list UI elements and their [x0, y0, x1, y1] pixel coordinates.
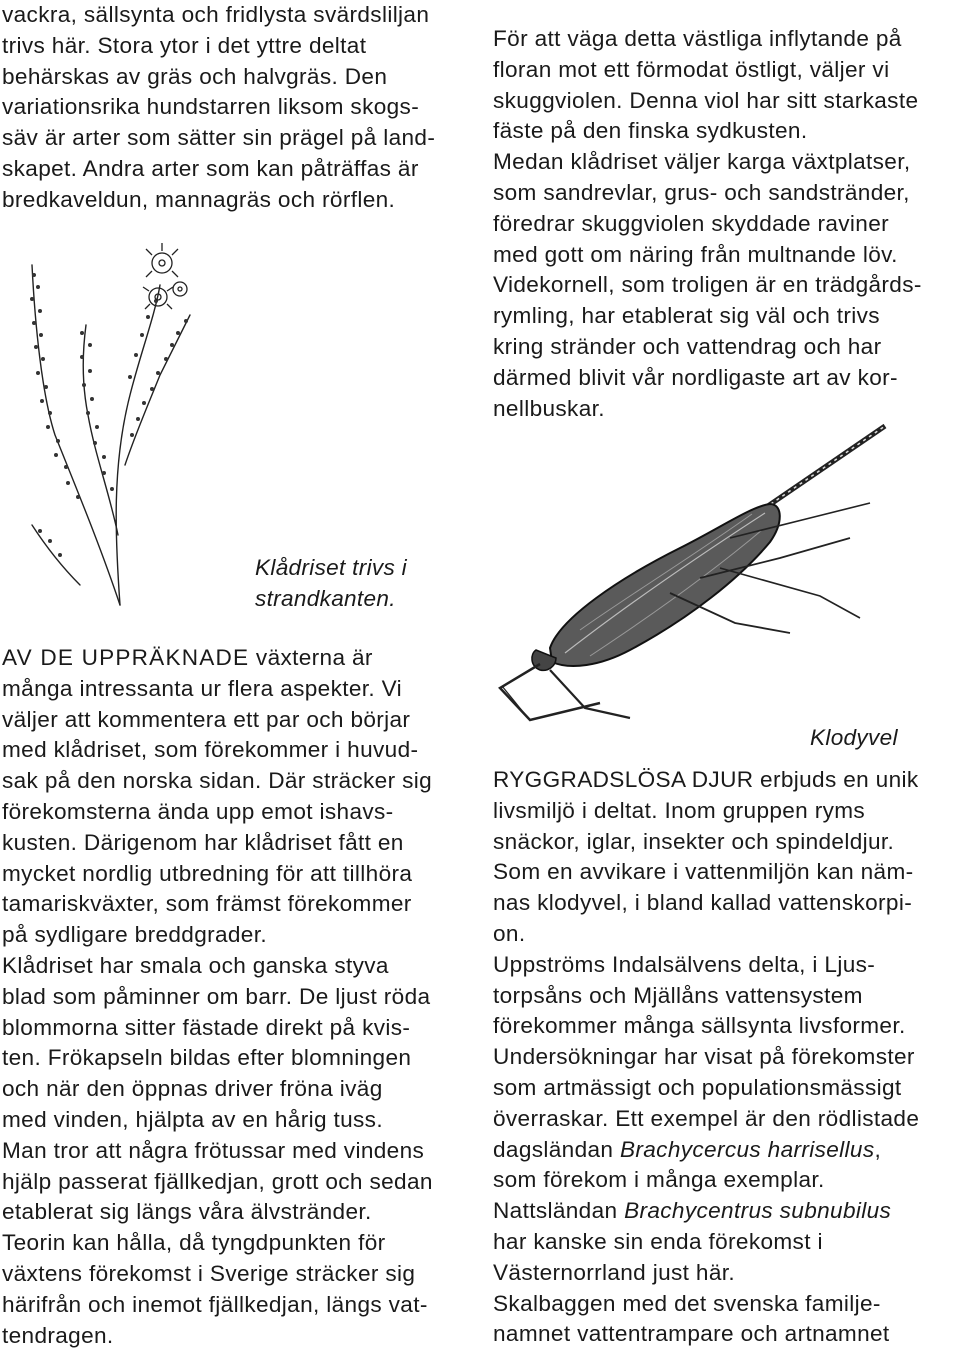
- lead-caps: AV DE UPPRÄKNADE: [2, 645, 250, 670]
- text-line: med vinden, hjälpta av en hårig tuss.: [2, 1106, 383, 1132]
- bug-caption: Klodyvel: [810, 725, 898, 750]
- text-line: etablerat sig längs våra älvstränder.: [2, 1199, 372, 1225]
- text-span: ,: [874, 1136, 882, 1162]
- text-line: fäste på den finska sydkusten.: [493, 118, 808, 144]
- text-line: rymling, har etablerat sig väl och trivs: [493, 303, 880, 329]
- text-line: tendragen.: [2, 1322, 114, 1348]
- caption-line: strandkanten.: [255, 586, 396, 611]
- caption-line: Klådriset trivs i: [255, 555, 407, 580]
- text-line: vackra, sällsynta och fridlysta svärdsliljan: [2, 2, 430, 27]
- text-line: Videkornell, som troligen är en trädgårds-: [493, 272, 922, 298]
- text-line: Uppströms Indalsälvens delta, i Ljus-: [493, 951, 876, 977]
- text-line: som artmässigt och populationsmässigt: [493, 1074, 902, 1100]
- water-scorpion-illustration: [490, 418, 905, 763]
- plant-caption: [255, 552, 455, 614]
- text-span: dagsländan: [493, 1136, 620, 1162]
- top-left-column: [2, 0, 468, 216]
- text-line: härifrån och inemot fjällkedjan, längs vat-: [2, 1291, 428, 1317]
- text-span: växterna är: [249, 645, 373, 670]
- bottom-right-column: [493, 765, 957, 1350]
- tamarisk-sprig-illustration: [20, 205, 220, 615]
- tamarisk-sprig-icon: [20, 205, 220, 615]
- text-line: med klådriset, som förekommer i huvud-: [2, 737, 419, 763]
- text-line: livsmiljö i deltat. Inom gruppen ryms: [493, 797, 866, 823]
- text-line: tamariskväxter, som främst förekommer: [2, 891, 412, 917]
- text-line: torpsåns och Mjällåns vattensystem: [493, 982, 863, 1008]
- text-line: [493, 765, 957, 796]
- text-line: Klådriset har smala och ganska styva: [2, 952, 389, 978]
- text-line: som förekom i många exemplar.: [493, 1167, 825, 1193]
- text-line: nas klodyvel, i bland kallad vattenskorpi-: [493, 890, 913, 916]
- text-line: [2, 643, 468, 674]
- text-line: variationsrika hundstarren liksom skogs-: [2, 94, 420, 120]
- bottom-left-column: [2, 643, 468, 1351]
- text-line: [493, 1135, 957, 1166]
- text-line: skuggviolen. Denna viol har sitt starkaste: [493, 87, 919, 113]
- text-line: Medan klådriset väljer karga växtplatser,: [493, 149, 911, 175]
- text-line: säv är arter som sätter sin prägel på land-: [2, 125, 436, 151]
- text-line: många intressanta ur flera aspekter. Vi: [2, 675, 403, 701]
- text-line: därmed blivit vår nordligaste art av kor-: [493, 364, 898, 390]
- text-line: blommorna sitter fästade direkt på kvis-: [2, 1014, 411, 1040]
- text-line: trivs här. Stora ytor i det yttre deltat: [2, 32, 367, 58]
- text-span: Nattsländan: [493, 1198, 625, 1224]
- species-name: Brachycentrus subnubilus: [624, 1198, 892, 1224]
- text-line: kring stränder och vattendrag och har: [493, 333, 882, 359]
- text-line: Undersökningar har visat på förekomster: [493, 1044, 915, 1070]
- text-line: överraskar. Ett exempel är den rödlistade: [493, 1105, 920, 1131]
- text-line: förekommer många sällsynta livsformer.: [493, 1013, 906, 1039]
- text-line: förekomsterna ända upp emot ishavs-: [2, 798, 394, 824]
- text-line: snäckor, iglar, insekter och spindeldjur.: [493, 828, 895, 854]
- text-line: växtens förekomst i Sverige sträcker sig: [2, 1260, 416, 1286]
- species-name: Brachycercus harrisellus: [619, 1136, 875, 1162]
- water-scorpion-icon: [490, 418, 905, 763]
- text-line: on.: [493, 920, 526, 946]
- text-line: och när den öppnas driver fröna iväg: [2, 1076, 383, 1102]
- text-line: För att väga detta västliga inflytande på: [493, 26, 902, 51]
- text-line: sak på den norska sidan. Där sträcker sig: [2, 768, 433, 794]
- text-line: namnet vattentrampare och artnamnet: [493, 1321, 890, 1347]
- text-span: erbjuds en unik: [753, 767, 919, 792]
- text-line: Man tror att några frötussar med vindens: [2, 1137, 425, 1163]
- text-line: floran mot ett förmodat östligt, väljer vi: [493, 56, 890, 82]
- text-line: nellbuskar.: [493, 395, 605, 421]
- top-right-column: [493, 24, 957, 424]
- text-line: har kanske sin enda förekomst i: [493, 1228, 823, 1254]
- text-line: [493, 1196, 957, 1227]
- text-line: blad som påminner om barr. De ljust röda: [2, 983, 431, 1009]
- text-line: mycket nordlig utbredning för att tillhöra: [2, 860, 413, 886]
- text-line: på sydligare breddgrader.: [2, 922, 267, 948]
- text-line: som sandrevlar, grus- och sandstränder,: [493, 179, 910, 205]
- text-line: behärskas av gräs och halvgräs. Den: [2, 63, 388, 89]
- text-line: hjälp passerat fjällkedjan, grott och sedan: [2, 1168, 433, 1194]
- text-line: bredkaveldun, mannagräs och rörflen.: [2, 186, 396, 212]
- text-line: kusten. Därigenom har klådriset fått en: [2, 829, 404, 855]
- text-line: Teorin kan hålla, då tyngdpunkten för: [2, 1230, 386, 1256]
- text-line: Skalbaggen med det svenska familje-: [493, 1290, 881, 1316]
- lead-caps: RYGGRADSLÖSA DJUR: [493, 767, 754, 792]
- text-line: Som en avvikare i vattenmiljön kan näm-: [493, 859, 914, 885]
- text-line: föredrar skuggviolen skyddade raviner: [493, 210, 889, 236]
- text-line: ten. Frökapseln bildas efter blomningen: [2, 1045, 412, 1071]
- text-line: med gott om näring från multnande löv.: [493, 241, 898, 267]
- text-line: Västernorrland just här.: [493, 1259, 735, 1285]
- text-line: väljer att kommentera ett par och börjar: [2, 706, 411, 732]
- text-line: skapet. Andra arter som kan påträffas är: [2, 155, 419, 181]
